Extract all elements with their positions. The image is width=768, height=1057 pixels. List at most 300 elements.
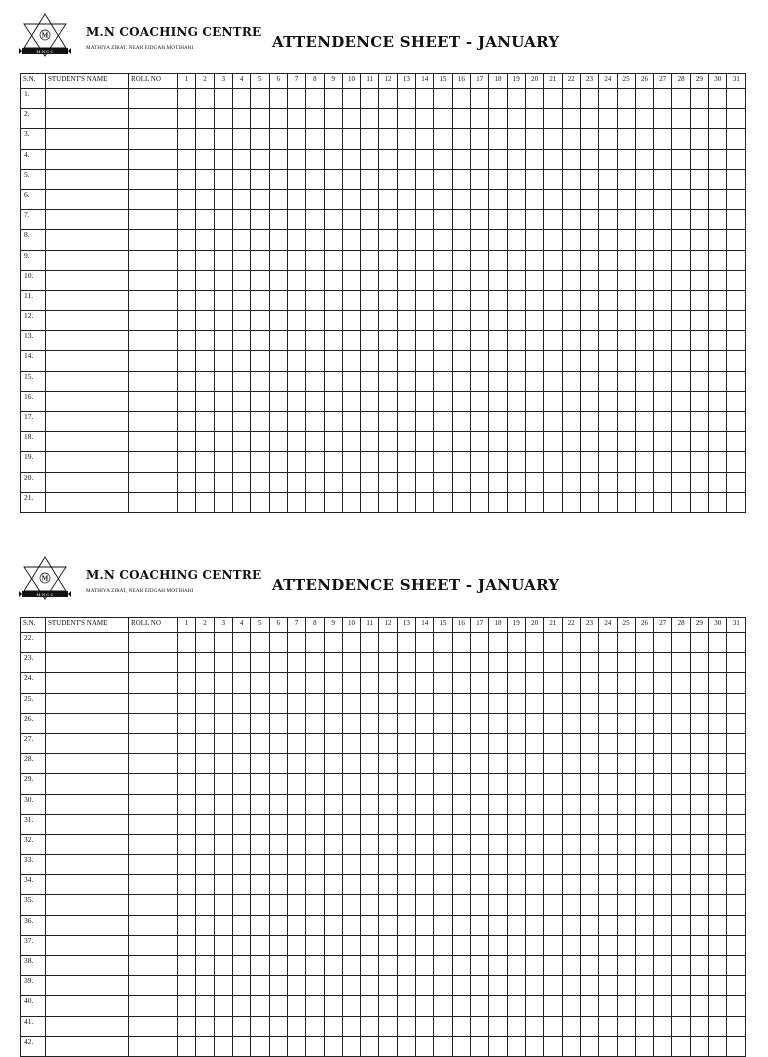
student-name-cell[interactable] [46,693,129,713]
attendance-cell[interactable] [361,311,379,331]
attendance-cell[interactable] [544,915,562,935]
attendance-cell[interactable] [232,733,250,753]
attendance-cell[interactable] [196,855,214,875]
roll-no-cell[interactable] [129,129,178,149]
attendance-cell[interactable] [342,875,360,895]
attendance-cell[interactable] [562,89,580,109]
attendance-cell[interactable] [416,311,434,331]
attendance-cell[interactable] [654,452,672,472]
attendance-cell[interactable] [196,472,214,492]
attendance-cell[interactable] [361,633,379,653]
attendance-cell[interactable] [471,492,489,512]
roll-no-cell[interactable] [129,351,178,371]
attendance-cell[interactable] [232,996,250,1016]
attendance-cell[interactable] [654,250,672,270]
attendance-cell[interactable] [727,673,746,693]
attendance-cell[interactable] [709,915,727,935]
attendance-cell[interactable] [599,996,617,1016]
attendance-cell[interactable] [232,331,250,351]
attendance-cell[interactable] [617,1016,635,1036]
attendance-cell[interactable] [434,653,452,673]
roll-no-cell[interactable] [129,895,178,915]
attendance-cell[interactable] [397,311,415,331]
attendance-cell[interactable] [580,733,598,753]
student-name-cell[interactable] [46,210,129,230]
attendance-cell[interactable] [306,270,324,290]
attendance-cell[interactable] [324,371,342,391]
attendance-cell[interactable] [251,149,269,169]
roll-no-cell[interactable] [129,472,178,492]
attendance-cell[interactable] [397,713,415,733]
attendance-cell[interactable] [379,895,397,915]
attendance-cell[interactable] [324,996,342,1016]
attendance-cell[interactable] [562,452,580,472]
attendance-cell[interactable] [599,956,617,976]
attendance-cell[interactable] [434,210,452,230]
attendance-cell[interactable] [672,1036,690,1056]
student-name-cell[interactable] [46,169,129,189]
attendance-cell[interactable] [525,875,543,895]
attendance-cell[interactable] [251,391,269,411]
attendance-cell[interactable] [306,169,324,189]
attendance-cell[interactable] [727,834,746,854]
attendance-cell[interactable] [397,733,415,753]
attendance-cell[interactable] [544,774,562,794]
attendance-cell[interactable] [525,351,543,371]
attendance-cell[interactable] [232,693,250,713]
attendance-cell[interactable] [489,713,507,733]
attendance-cell[interactable] [617,311,635,331]
attendance-cell[interactable] [269,270,287,290]
attendance-cell[interactable] [562,492,580,512]
attendance-cell[interactable] [507,230,525,250]
attendance-cell[interactable] [251,935,269,955]
attendance-cell[interactable] [654,754,672,774]
attendance-cell[interactable] [306,492,324,512]
attendance-cell[interactable] [599,230,617,250]
attendance-cell[interactable] [361,210,379,230]
attendance-cell[interactable] [709,290,727,310]
attendance-cell[interactable] [654,733,672,753]
attendance-cell[interactable] [214,935,232,955]
attendance-cell[interactable] [178,1036,196,1056]
attendance-cell[interactable] [397,412,415,432]
attendance-cell[interactable] [324,412,342,432]
attendance-cell[interactable] [196,169,214,189]
attendance-cell[interactable] [287,149,305,169]
attendance-cell[interactable] [580,794,598,814]
attendance-cell[interactable] [617,452,635,472]
attendance-cell[interactable] [544,472,562,492]
student-name-cell[interactable] [46,1016,129,1036]
attendance-cell[interactable] [379,633,397,653]
attendance-cell[interactable] [379,915,397,935]
attendance-cell[interactable] [617,794,635,814]
attendance-cell[interactable] [672,1016,690,1036]
attendance-cell[interactable] [562,371,580,391]
attendance-cell[interactable] [434,733,452,753]
attendance-cell[interactable] [416,633,434,653]
attendance-cell[interactable] [251,290,269,310]
attendance-cell[interactable] [178,472,196,492]
attendance-cell[interactable] [544,875,562,895]
roll-no-cell[interactable] [129,169,178,189]
attendance-cell[interactable] [269,935,287,955]
attendance-cell[interactable] [214,452,232,472]
attendance-cell[interactable] [709,331,727,351]
attendance-cell[interactable] [709,452,727,472]
attendance-cell[interactable] [489,754,507,774]
attendance-cell[interactable] [361,412,379,432]
attendance-cell[interactable] [580,693,598,713]
attendance-cell[interactable] [635,996,653,1016]
attendance-cell[interactable] [544,270,562,290]
attendance-cell[interactable] [287,230,305,250]
attendance-cell[interactable] [397,754,415,774]
attendance-cell[interactable] [214,432,232,452]
attendance-cell[interactable] [324,89,342,109]
attendance-cell[interactable] [562,331,580,351]
attendance-cell[interactable] [324,754,342,774]
attendance-cell[interactable] [599,432,617,452]
attendance-cell[interactable] [489,270,507,290]
attendance-cell[interactable] [471,129,489,149]
attendance-cell[interactable] [196,331,214,351]
attendance-cell[interactable] [525,956,543,976]
attendance-cell[interactable] [617,754,635,774]
attendance-cell[interactable] [525,129,543,149]
roll-no-cell[interactable] [129,814,178,834]
attendance-cell[interactable] [471,311,489,331]
attendance-cell[interactable] [452,210,470,230]
attendance-cell[interactable] [324,270,342,290]
attendance-cell[interactable] [507,290,525,310]
attendance-cell[interactable] [672,351,690,371]
attendance-cell[interactable] [232,1036,250,1056]
attendance-cell[interactable] [306,935,324,955]
attendance-cell[interactable] [471,432,489,452]
attendance-cell[interactable] [507,169,525,189]
attendance-cell[interactable] [489,432,507,452]
attendance-cell[interactable] [379,976,397,996]
attendance-cell[interactable] [525,855,543,875]
student-name-cell[interactable] [46,996,129,1016]
attendance-cell[interactable] [672,492,690,512]
attendance-cell[interactable] [709,794,727,814]
attendance-cell[interactable] [361,149,379,169]
attendance-cell[interactable] [672,230,690,250]
attendance-cell[interactable] [251,976,269,996]
attendance-cell[interactable] [599,976,617,996]
attendance-cell[interactable] [379,371,397,391]
attendance-cell[interactable] [672,895,690,915]
attendance-cell[interactable] [306,633,324,653]
attendance-cell[interactable] [525,412,543,432]
attendance-cell[interactable] [269,371,287,391]
attendance-cell[interactable] [416,956,434,976]
student-name-cell[interactable] [46,1036,129,1056]
attendance-cell[interactable] [196,189,214,209]
attendance-cell[interactable] [544,109,562,129]
attendance-cell[interactable] [562,774,580,794]
attendance-cell[interactable] [525,311,543,331]
attendance-cell[interactable] [324,875,342,895]
attendance-cell[interactable] [416,855,434,875]
attendance-cell[interactable] [232,935,250,955]
attendance-cell[interactable] [690,733,708,753]
attendance-cell[interactable] [452,371,470,391]
attendance-cell[interactable] [379,875,397,895]
attendance-cell[interactable] [654,270,672,290]
attendance-cell[interactable] [544,633,562,653]
attendance-cell[interactable] [562,895,580,915]
attendance-cell[interactable] [397,109,415,129]
attendance-cell[interactable] [416,834,434,854]
attendance-cell[interactable] [507,794,525,814]
roll-no-cell[interactable] [129,89,178,109]
attendance-cell[interactable] [416,774,434,794]
attendance-cell[interactable] [507,633,525,653]
attendance-cell[interactable] [489,1036,507,1056]
attendance-cell[interactable] [544,895,562,915]
attendance-cell[interactable] [342,1036,360,1056]
attendance-cell[interactable] [489,371,507,391]
attendance-cell[interactable] [251,230,269,250]
attendance-cell[interactable] [324,1016,342,1036]
attendance-cell[interactable] [525,189,543,209]
attendance-cell[interactable] [617,331,635,351]
attendance-cell[interactable] [562,210,580,230]
attendance-cell[interactable] [672,673,690,693]
attendance-cell[interactable] [416,472,434,492]
attendance-cell[interactable] [452,633,470,653]
attendance-cell[interactable] [342,855,360,875]
attendance-cell[interactable] [672,250,690,270]
attendance-cell[interactable] [379,713,397,733]
attendance-cell[interactable] [709,89,727,109]
attendance-cell[interactable] [525,754,543,774]
attendance-cell[interactable] [214,633,232,653]
attendance-cell[interactable] [507,270,525,290]
attendance-cell[interactable] [635,472,653,492]
attendance-cell[interactable] [599,109,617,129]
attendance-cell[interactable] [416,210,434,230]
attendance-cell[interactable] [562,472,580,492]
attendance-cell[interactable] [727,754,746,774]
attendance-cell[interactable] [434,351,452,371]
attendance-cell[interactable] [178,915,196,935]
attendance-cell[interactable] [672,432,690,452]
attendance-cell[interactable] [178,412,196,432]
attendance-cell[interactable] [690,653,708,673]
attendance-cell[interactable] [471,956,489,976]
roll-no-cell[interactable] [129,412,178,432]
attendance-cell[interactable] [489,996,507,1016]
attendance-cell[interactable] [452,189,470,209]
attendance-cell[interactable] [617,391,635,411]
attendance-cell[interactable] [251,774,269,794]
attendance-cell[interactable] [544,935,562,955]
attendance-cell[interactable] [544,976,562,996]
attendance-cell[interactable] [361,351,379,371]
attendance-cell[interactable] [196,210,214,230]
attendance-cell[interactable] [196,432,214,452]
attendance-cell[interactable] [434,270,452,290]
attendance-cell[interactable] [434,855,452,875]
attendance-cell[interactable] [361,169,379,189]
attendance-cell[interactable] [306,1036,324,1056]
attendance-cell[interactable] [416,733,434,753]
attendance-cell[interactable] [269,976,287,996]
attendance-cell[interactable] [562,713,580,733]
attendance-cell[interactable] [471,230,489,250]
attendance-cell[interactable] [709,109,727,129]
attendance-cell[interactable] [324,290,342,310]
attendance-cell[interactable] [397,814,415,834]
attendance-cell[interactable] [544,794,562,814]
attendance-cell[interactable] [709,733,727,753]
attendance-cell[interactable] [306,693,324,713]
attendance-cell[interactable] [727,351,746,371]
attendance-cell[interactable] [562,109,580,129]
attendance-cell[interactable] [672,472,690,492]
attendance-cell[interactable] [196,996,214,1016]
attendance-cell[interactable] [269,855,287,875]
student-name-cell[interactable] [46,814,129,834]
attendance-cell[interactable] [635,371,653,391]
attendance-cell[interactable] [544,452,562,472]
attendance-cell[interactable] [232,774,250,794]
attendance-cell[interactable] [251,331,269,351]
student-name-cell[interactable] [46,794,129,814]
attendance-cell[interactable] [342,189,360,209]
attendance-cell[interactable] [324,492,342,512]
attendance-cell[interactable] [654,412,672,432]
attendance-cell[interactable] [287,1016,305,1036]
attendance-cell[interactable] [287,956,305,976]
attendance-cell[interactable] [471,371,489,391]
attendance-cell[interactable] [654,351,672,371]
attendance-cell[interactable] [617,432,635,452]
attendance-cell[interactable] [306,452,324,472]
attendance-cell[interactable] [251,270,269,290]
attendance-cell[interactable] [287,412,305,432]
attendance-cell[interactable] [214,713,232,733]
attendance-cell[interactable] [452,472,470,492]
attendance-cell[interactable] [635,311,653,331]
attendance-cell[interactable] [525,794,543,814]
attendance-cell[interactable] [452,412,470,432]
attendance-cell[interactable] [269,1016,287,1036]
attendance-cell[interactable] [232,1016,250,1036]
attendance-cell[interactable] [269,754,287,774]
attendance-cell[interactable] [635,935,653,955]
attendance-cell[interactable] [599,1036,617,1056]
attendance-cell[interactable] [269,189,287,209]
attendance-cell[interactable] [471,412,489,432]
attendance-cell[interactable] [287,834,305,854]
attendance-cell[interactable] [287,996,305,1016]
attendance-cell[interactable] [507,875,525,895]
attendance-cell[interactable] [580,189,598,209]
attendance-cell[interactable] [287,774,305,794]
attendance-cell[interactable] [342,89,360,109]
attendance-cell[interactable] [287,935,305,955]
attendance-cell[interactable] [452,956,470,976]
attendance-cell[interactable] [324,693,342,713]
attendance-cell[interactable] [287,270,305,290]
attendance-cell[interactable] [709,935,727,955]
attendance-cell[interactable] [214,693,232,713]
attendance-cell[interactable] [672,89,690,109]
attendance-cell[interactable] [562,956,580,976]
attendance-cell[interactable] [690,754,708,774]
attendance-cell[interactable] [434,472,452,492]
attendance-cell[interactable] [306,996,324,1016]
attendance-cell[interactable] [544,1016,562,1036]
attendance-cell[interactable] [379,1036,397,1056]
attendance-cell[interactable] [379,733,397,753]
attendance-cell[interactable] [544,149,562,169]
roll-no-cell[interactable] [129,452,178,472]
attendance-cell[interactable] [562,311,580,331]
attendance-cell[interactable] [489,129,507,149]
attendance-cell[interactable] [599,693,617,713]
attendance-cell[interactable] [452,996,470,1016]
attendance-cell[interactable] [690,633,708,653]
attendance-cell[interactable] [324,169,342,189]
student-name-cell[interactable] [46,250,129,270]
attendance-cell[interactable] [214,412,232,432]
attendance-cell[interactable] [397,432,415,452]
attendance-cell[interactable] [232,472,250,492]
attendance-cell[interactable] [342,169,360,189]
attendance-cell[interactable] [580,149,598,169]
attendance-cell[interactable] [471,794,489,814]
attendance-cell[interactable] [342,693,360,713]
attendance-cell[interactable] [635,452,653,472]
attendance-cell[interactable] [690,452,708,472]
attendance-cell[interactable] [727,733,746,753]
attendance-cell[interactable] [196,1036,214,1056]
attendance-cell[interactable] [635,230,653,250]
attendance-cell[interactable] [709,633,727,653]
attendance-cell[interactable] [544,693,562,713]
attendance-cell[interactable] [306,331,324,351]
attendance-cell[interactable] [452,673,470,693]
roll-no-cell[interactable] [129,996,178,1016]
attendance-cell[interactable] [361,935,379,955]
attendance-cell[interactable] [232,270,250,290]
attendance-cell[interactable] [452,794,470,814]
attendance-cell[interactable] [269,713,287,733]
student-name-cell[interactable] [46,472,129,492]
attendance-cell[interactable] [580,492,598,512]
attendance-cell[interactable] [654,432,672,452]
attendance-cell[interactable] [397,129,415,149]
attendance-cell[interactable] [178,331,196,351]
attendance-cell[interactable] [617,895,635,915]
student-name-cell[interactable] [46,189,129,209]
attendance-cell[interactable] [525,331,543,351]
attendance-cell[interactable] [690,834,708,854]
attendance-cell[interactable] [617,412,635,432]
attendance-cell[interactable] [434,250,452,270]
attendance-cell[interactable] [232,351,250,371]
attendance-cell[interactable] [617,149,635,169]
attendance-cell[interactable] [452,733,470,753]
attendance-cell[interactable] [251,834,269,854]
